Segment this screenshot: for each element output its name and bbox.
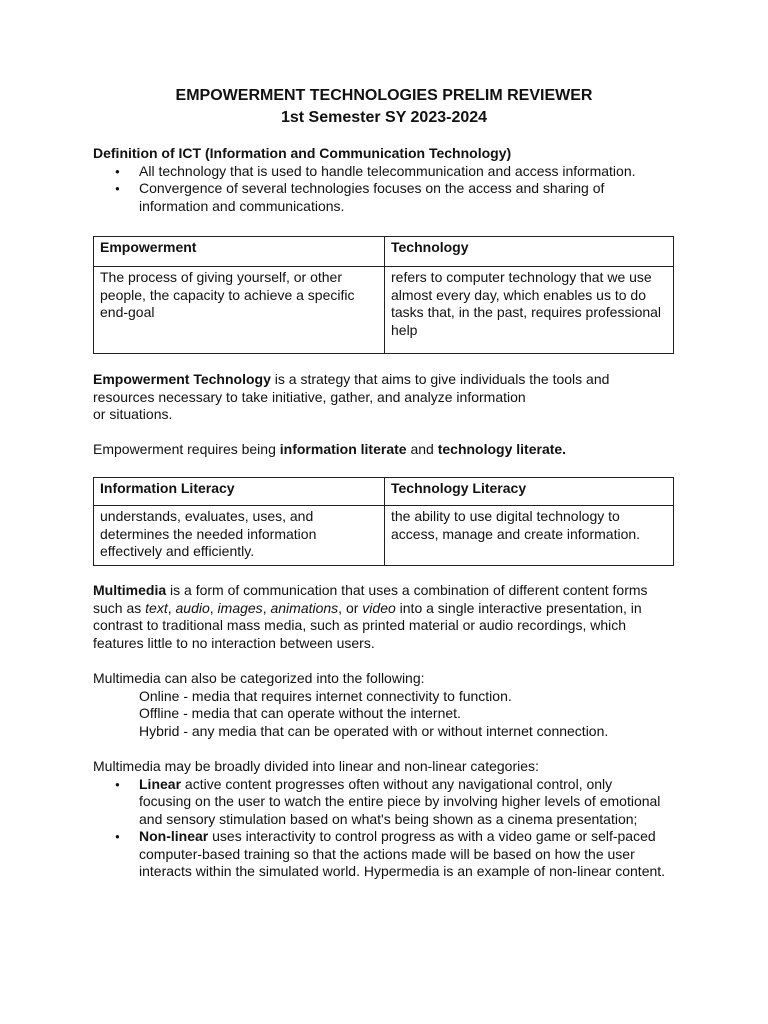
list-item: ● Convergence of several technologies focuses on the access and sharing of information and communications.	[93, 180, 683, 215]
paragraph-line: and sensory stimulation based on what's being shown as a cinema presentation;	[139, 810, 638, 827]
paragraph-line: or situations.	[93, 406, 173, 422]
term-information-literate: information literate	[279, 441, 407, 457]
text-run: such as	[93, 599, 146, 616]
text-run: Empowerment requires being	[93, 441, 280, 457]
term-technology-literate: technology literate.	[437, 441, 567, 457]
ict-bullet-list	[93, 163, 683, 216]
table-cell: understands, evaluates, uses, and determines the needed information effectively and efficiently.	[94, 506, 385, 566]
text-run: ,	[167, 599, 176, 616]
ict-section	[93, 145, 683, 215]
paragraph-line	[93, 582, 693, 600]
term-non-linear: Non-linear	[139, 828, 209, 844]
text-run: is a strategy that aims to give individuals the tools and	[270, 371, 610, 387]
table-header-row	[94, 478, 674, 506]
list-item	[93, 828, 693, 881]
text-run: uses interactivity to control progress as with a video game or self-paced	[208, 828, 656, 844]
list-item: ● All technology that is used to handle telecommunication and access information.	[93, 163, 683, 181]
paragraph-line: focusing on the user to watch the entire piece by involving higher levels of emotional	[139, 793, 661, 809]
table-cell: the ability to use digital technology to access, manage and create information.	[385, 506, 674, 566]
paragraph-line: computer-based training so that the actions made will be based on how the user	[139, 845, 635, 862]
ict-heading: Definition of ICT (Information and Communication Technology)	[93, 145, 512, 161]
category-item-online: Online - media that requires internet connectivity to function.	[139, 687, 512, 704]
table-header-row	[94, 237, 674, 267]
paragraph-line	[93, 600, 693, 618]
paragraph-line: features little to no interaction between users.	[93, 634, 375, 651]
document-subtitle: 1st Semester SY 2023-2024	[280, 109, 488, 126]
paragraph-line	[139, 776, 693, 794]
text-run: active content progresses often without any navigational control, only	[181, 775, 613, 792]
italic-term: video	[362, 599, 396, 616]
paragraph-line	[93, 371, 683, 389]
table-header-cell: Information Literacy	[94, 478, 385, 506]
table-row	[94, 506, 674, 566]
text-run: ,	[262, 599, 271, 616]
table-header-cell: Empowerment	[94, 237, 385, 267]
table-header-cell: Technology Literacy	[385, 478, 674, 506]
text-run: into a single interactive presentation, in	[395, 599, 642, 616]
term-empowerment-technology: Empowerment Technology	[93, 371, 271, 387]
term-multimedia: Multimedia	[93, 582, 167, 598]
table-cell: refers to computer technology that we use almost every day, which enables us to do tasks that, in the past, requires professional help	[385, 267, 674, 354]
empowerment-technology-table	[93, 236, 674, 354]
literacy-paragraph	[93, 441, 683, 459]
italic-term: images	[217, 599, 263, 616]
list-item	[93, 776, 693, 829]
categories-intro: Multimedia can also be categorized into the following:	[93, 670, 425, 686]
text-run: , or	[338, 599, 363, 616]
text-run: and	[406, 441, 438, 457]
category-item-hybrid: Hybrid - any media that can be operated with or without internet connection.	[139, 722, 609, 739]
term-linear: Linear	[139, 775, 182, 792]
text-run: is a form of communication that uses a combination of different content forms	[166, 582, 648, 598]
document-title: EMPOWERMENT TECHNOLOGIES PRELIM REVIEWER	[175, 87, 593, 104]
table-cell: The process of giving yourself, or other people, the capacity to achieve a specific end-goal	[94, 267, 385, 354]
literacy-table	[93, 477, 674, 566]
empowerment-technology-paragraph	[93, 371, 683, 424]
table-row	[94, 267, 674, 354]
linear-section	[93, 758, 693, 881]
linear-bullet-list	[93, 776, 693, 881]
linear-intro: Multimedia may be broadly divided into linear and non-linear categories:	[93, 758, 539, 774]
multimedia-paragraph	[93, 582, 693, 652]
paragraph-line: contrast to traditional mass media, such as printed material or audio recordings, which	[93, 617, 627, 633]
category-item-offline: Offline - media that can operate without the internet.	[139, 705, 461, 721]
paragraph-line	[139, 828, 693, 846]
paragraph-line: resources necessary to take initiative, gather, and analyze information	[93, 388, 526, 405]
italic-term: text	[145, 599, 168, 616]
text-run: ,	[209, 599, 218, 616]
table-header-cell: Technology	[385, 237, 674, 267]
categories-section	[93, 670, 683, 740]
paragraph-line: interacts within the simulated world. Hypermedia is an example of non-linear content.	[139, 863, 666, 879]
italic-term: animations	[270, 599, 339, 616]
italic-term: audio	[175, 599, 210, 616]
